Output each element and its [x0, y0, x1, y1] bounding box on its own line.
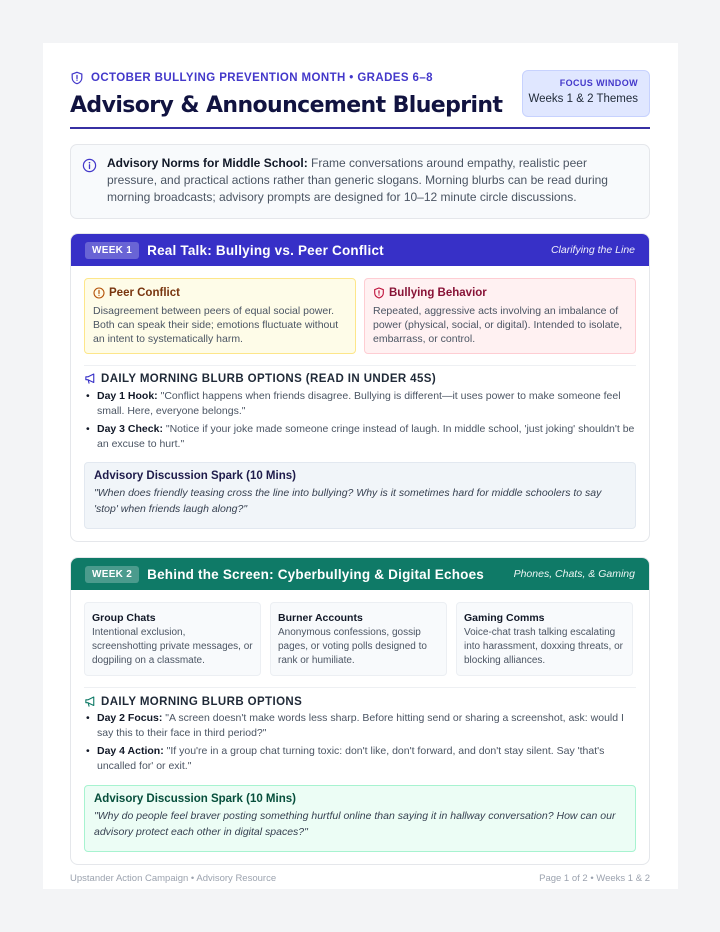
focus-label: FOCUS WINDOW	[559, 78, 638, 88]
week-1-pill: WEEK 1	[85, 242, 139, 259]
shield-icon	[70, 71, 84, 85]
spark-title: Advisory Discussion Spark (10 Mins)	[94, 470, 296, 482]
norms-callout	[70, 144, 650, 219]
focus-value: Weeks 1 & 2 Themes	[528, 93, 638, 105]
blurb-label: Day 3 Check:	[97, 423, 163, 435]
norms-text: Frame conversations around empathy, realistic peer pressure, and practical actions rather than generic slogans. Morning blurbs can be read during morning broadcasts; advisory prompts are designed for 10–12 minute circle discussions.	[107, 156, 608, 204]
blurb-text: "Conflict happens when friends disagree. Bullying is different—it uses power to make someone feel small. Here, everyone belongs."	[97, 390, 621, 417]
norms-label: Advisory Norms for Middle School:	[107, 156, 308, 170]
blurb-label: Day 2 Focus:	[97, 712, 163, 724]
peer-conflict-title: Peer Conflict	[109, 287, 180, 299]
page-footer	[70, 873, 650, 884]
list-item	[84, 711, 636, 741]
focus-window-badge	[522, 70, 650, 117]
week-2-banner	[71, 558, 649, 590]
bullying-behavior-card	[364, 278, 636, 354]
week-1-card	[70, 233, 650, 542]
megaphone-icon	[84, 372, 97, 385]
gaming-comms-card	[456, 602, 633, 676]
peer-conflict-text: Disagreement between peers of equal social power. Both can speak their side; emotions fluctuate without an intent to systematically harm.	[93, 305, 339, 345]
week-1-banner	[71, 234, 649, 266]
blurb-text: "Notice if your joke made someone cringe instead of laugh. In middle school, 'just joking' shouldn't be an excuse to hurt."	[97, 423, 635, 450]
definition-pair	[84, 278, 636, 354]
bullying-behavior-heading	[373, 286, 627, 300]
spark-question: "Why do people feel braver posting something hurtful online than saying it in hallway conversation? How can our advisory protect each other in digital spaces?"	[94, 810, 616, 838]
bullying-behavior-text: Repeated, aggressive acts involving an imbalance of power (physical, social, or digital). Intended to isolate, embarrass, or control.	[373, 305, 623, 345]
divider	[84, 687, 636, 688]
page-title: Advisory & Announcement Blueprint	[70, 93, 503, 118]
shield-alert-icon	[373, 287, 385, 299]
spark-title: Advisory Discussion Spark (10 Mins)	[94, 793, 296, 805]
week-2-blurbs-heading-text: DAILY MORNING BLURB OPTIONS	[101, 695, 303, 708]
info-icon	[82, 158, 97, 173]
list-item	[84, 389, 636, 419]
divider	[84, 365, 636, 366]
peer-conflict-heading	[93, 286, 347, 300]
peer-conflict-card	[84, 278, 356, 354]
header-divider	[70, 127, 650, 129]
footer-left: Upstander Action Campaign • Advisory Resource	[70, 873, 277, 884]
card-text: Intentional exclusion, screenshotting private messages, or dogpiling on a classmate.	[92, 627, 253, 666]
alert-circle-icon	[93, 287, 105, 299]
burner-accounts-card	[270, 602, 447, 676]
header	[70, 70, 650, 130]
week-2-blurbs-heading	[84, 695, 302, 708]
group-chats-card	[84, 602, 261, 676]
bullying-behavior-title: Bullying Behavior	[389, 287, 487, 299]
platform-cards	[84, 602, 636, 676]
card-title: Burner Accounts	[278, 612, 363, 624]
footer-page-number: Page 1 of 2 • Weeks 1 & 2	[539, 873, 650, 884]
week-1-discussion-spark	[84, 462, 636, 529]
week-2-pill: WEEK 2	[85, 566, 139, 583]
card-title: Gaming Comms	[464, 612, 545, 624]
kicker-text: OCTOBER BULLYING PREVENTION MONTH • GRADES 6–8	[91, 72, 433, 84]
card-text: Anonymous confessions, gossip pages, or voting polls designed to rank or humiliate.	[278, 627, 427, 666]
week-1-tag: Clarifying the Line	[550, 244, 635, 256]
week-2-tag: Phones, Chats, & Gaming	[513, 568, 635, 580]
list-item	[84, 744, 636, 774]
spark-question: "When does friendly teasing cross the line into bullying? Why is it sometimes hard for middle schoolers to say 'stop' when friends laugh along?"	[94, 487, 602, 515]
card-title: Group Chats	[92, 612, 156, 624]
week-2-card	[70, 557, 650, 865]
megaphone-icon	[84, 695, 97, 708]
week-2-discussion-spark	[84, 785, 636, 852]
card-text: Voice-chat trash talking escalating into harassment, doxxing threats, or blocking alliances.	[464, 627, 623, 666]
blurb-label: Day 1 Hook:	[97, 390, 158, 402]
week-2-title: Behind the Screen: Cyberbullying & Digital Echoes	[147, 566, 484, 582]
week-1-title: Real Talk: Bullying vs. Peer Conflict	[147, 242, 384, 258]
week-1-blurbs-heading-text: DAILY MORNING BLURB OPTIONS (READ IN UNDER 45S)	[101, 372, 437, 385]
week-1-blurb-list	[84, 389, 636, 455]
blurb-text: "If you're in a group chat turning toxic: don't like, don't forward, and don't stay silent. Say 'that's uncalled for' or exit."	[97, 745, 605, 772]
blurb-label: Day 4 Action:	[97, 745, 164, 757]
week-2-blurb-list	[84, 711, 636, 777]
blurb-text: "A screen doesn't make words less sharp. Before hitting send or sharing a screenshot, ask: would I say this to their face in third period?"	[97, 712, 624, 739]
document-page	[43, 43, 678, 889]
week-1-blurbs-heading	[84, 372, 436, 385]
list-item	[84, 422, 636, 452]
